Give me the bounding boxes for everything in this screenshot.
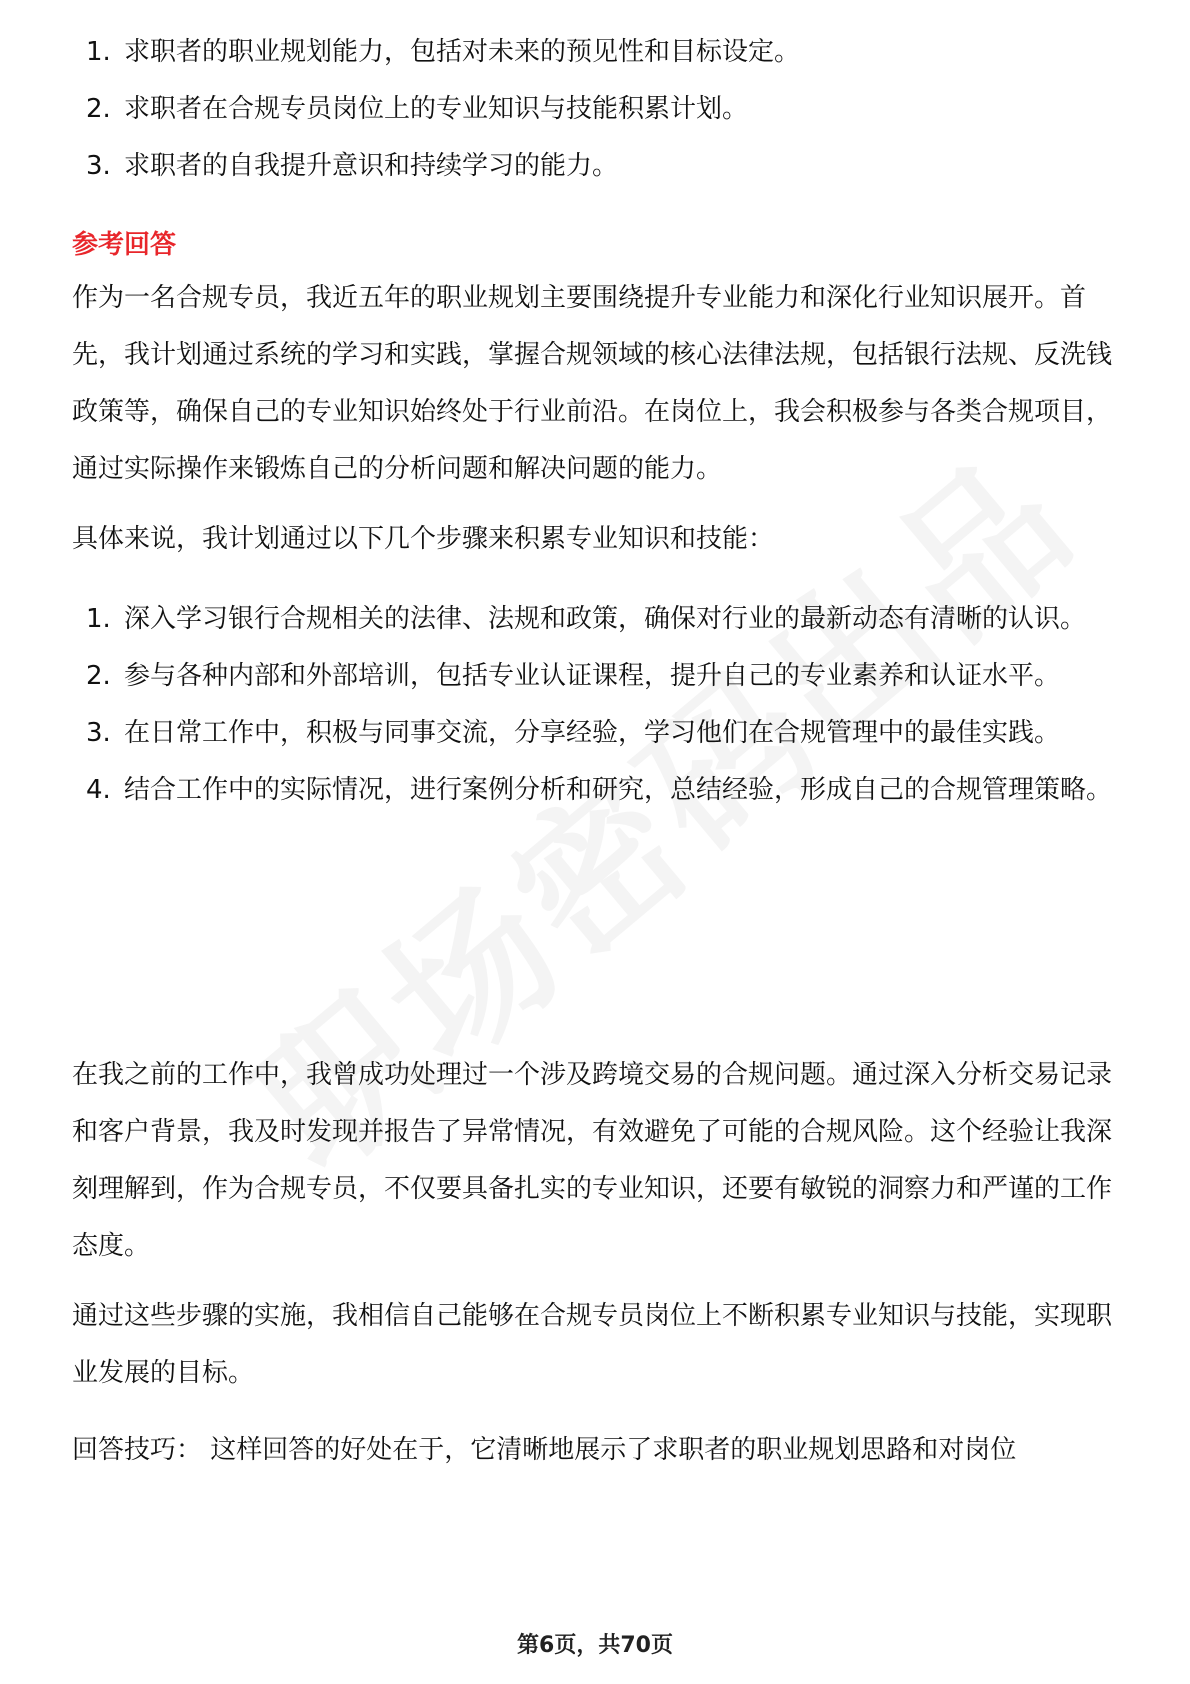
page-number: 第6页，共70页 — [517, 1633, 673, 1658]
answer-heading: 参考回答 — [72, 230, 177, 260]
list-item — [70, 138, 1130, 195]
paragraph-steps-intro: 具体来说，我计划通过以下几个步骤来积累专业知识和技能： — [72, 524, 775, 554]
list-item — [70, 591, 1130, 648]
list-number: 1. — [86, 604, 111, 634]
list-item — [70, 762, 1130, 819]
paragraph-intro: 作为一名合规专员，我近五年的职业规划主要围绕提升专业能力和深化行业知识展开。首先，我计划通过系统的学习和实践，掌握合规领域的核心法律法规，包括银行法规、反洗钱政策等，确保自己的专业知识始终处于行业前沿。在岗位上，我会积极参与各类合规项目，通过实际操作来锻炼自己的分析问题和解决问题的能力。 — [72, 283, 1113, 484]
paragraph-experience: 在我之前的工作中，我曾成功处理过一个涉及跨境交易的合规问题。通过深入分析交易记录和客户背景，我及时发现并报告了异常情况，有效避免了可能的合规风险。这个经验让我深刻理解到，作为合规专员，不仅要具备扎实的专业知识，还要有敏锐的洞察力和严谨的工作态度。 — [72, 1060, 1113, 1261]
paragraph-tips: 回答技巧： 这样回答的好处在于，它清晰地展示了求职者的职业规划思路和对岗位 — [72, 1435, 1017, 1465]
list-number: 3. — [86, 151, 111, 181]
list-item — [70, 24, 1130, 81]
list-text: 求职者在合规专员岗位上的专业知识与技能积累计划。 — [124, 94, 749, 124]
list-number: 2. — [86, 661, 111, 691]
list-text: 参与各种内部和外部培训，包括专业认证课程，提升自己的专业素养和认证水平。 — [124, 661, 1061, 691]
list-text: 求职者的自我提升意识和持续学习的能力。 — [124, 151, 619, 181]
list-text: 结合工作中的实际情况，进行案例分析和研究，总结经验，形成自己的合规管理策略。 — [124, 775, 1113, 805]
list-number: 1. — [86, 37, 111, 67]
list-item — [70, 648, 1130, 705]
list-text: 深入学习银行合规相关的法律、法规和政策，确保对行业的最新动态有清晰的认识。 — [124, 604, 1087, 634]
list-number: 3. — [86, 718, 111, 748]
list-number: 2. — [86, 94, 111, 124]
paragraph-conclusion: 通过这些步骤的实施，我相信自己能够在合规专员岗位上不断积累专业知识与技能，实现职业发展的目标。 — [72, 1301, 1113, 1388]
list-text: 在日常工作中，积极与同事交流，分享经验，学习他们在合规管理中的最佳实践。 — [124, 718, 1061, 748]
list-text: 求职者的职业规划能力，包括对未来的预见性和目标设定。 — [124, 37, 801, 67]
list-item — [70, 81, 1130, 138]
steps-list — [70, 591, 1130, 819]
criteria-list — [70, 24, 1130, 195]
list-number: 4. — [86, 775, 111, 805]
list-item — [70, 705, 1130, 762]
